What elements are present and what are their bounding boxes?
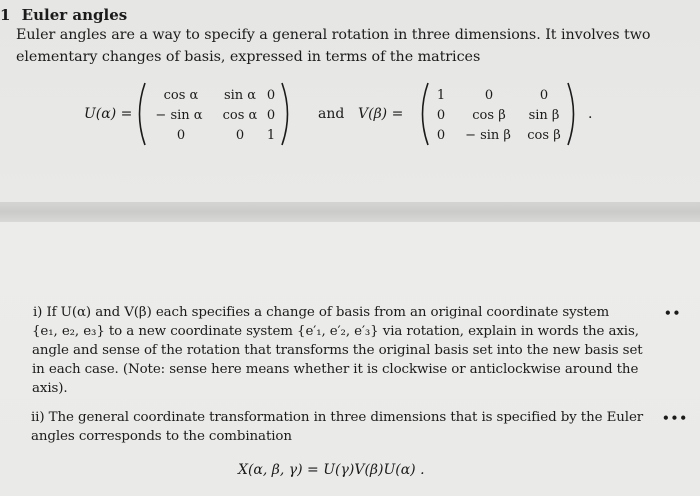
v-matrix-cell: 0 [436,128,446,143]
intro-line-1: Euler angles are a way to specify a general rotation in three dimensions. It involves two [16,27,651,43]
euler-combination-equation: X(α, β, γ) = U(γ)V(β)U(α) . [238,462,425,478]
question-i-line-2: {e₁, e₂, e₃} to a new coordinate system {e′₁, e′₂, e′₃} via rotation, explain in words the axis, [32,324,639,339]
u-matrix-right-paren [280,82,294,146]
page-fold-divider [0,202,700,222]
question-i-line-4: in each case. (Note: sense here means whether it is clockwise or anticlockwise around the [32,362,639,377]
v-matrix-cell: − sin β [465,128,511,143]
v-matrix-cell: 1 [436,88,446,103]
v-matrix-cell: 0 [436,108,446,123]
u-matrix-cell: sin α [223,88,257,103]
u-alpha-label: U(α) = [84,106,133,122]
u-matrix-cell: 0 [266,108,276,123]
equation-period: . [588,106,593,122]
question-i-line-5: axis). [32,381,68,396]
v-matrix-left-paren [416,82,430,146]
section-title: Euler angles [21,6,128,24]
v-beta-label: V(β) = [358,106,404,122]
u-matrix-cell: cos α [222,108,258,123]
v-matrix-cell: sin β [528,108,560,123]
u-matrix-cell: 0 [266,88,276,103]
v-matrix-cell: cos β [527,128,561,143]
v-matrix-right-paren [566,82,580,146]
v-matrix-cell: 0 [539,88,549,103]
question-i-line-1: i) If U(α) and V(β) each specifies a change of basis from an original coordinate system [33,305,610,320]
u-matrix-cell: − sin α [155,108,203,123]
section-heading [0,6,127,24]
section-number: 1 [0,6,11,24]
question-i-line-3: angle and sense of the rotation that transforms the original basis set into the new basis set [32,343,643,358]
question-ii-line-1: ii) The general coordinate transformation in three dimensions that is specified by the Euler [31,410,644,425]
question-ii-marker: ••• [662,411,689,425]
lower-page-section [0,222,700,496]
u-matrix-cell: 0 [235,128,245,143]
question-i-marker: •• [664,306,682,320]
question-ii-line-2: angles corresponds to the combination [31,429,292,444]
intro-line-2: elementary changes of basis, expressed in terms of the matrices [16,49,481,65]
u-matrix-cell: 1 [266,128,276,143]
u-matrix-cell: cos α [163,88,199,103]
and-connector: and [318,106,345,122]
u-matrix-cell: 0 [176,128,186,143]
v-matrix-cell: 0 [484,88,494,103]
v-matrix-cell: cos β [472,108,506,123]
